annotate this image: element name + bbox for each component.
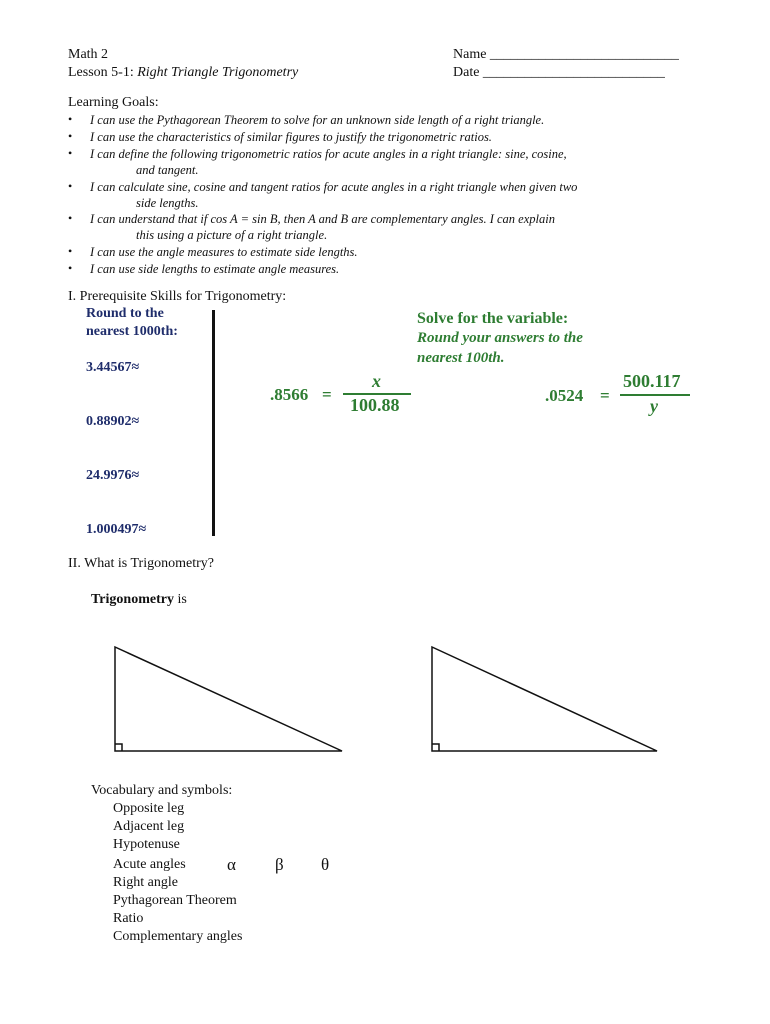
vocab-item: Hypotenuse: [113, 837, 180, 852]
goal-text: I can calculate sine, cosine and tangent ratios for acute angles in a right triangle when given two: [90, 180, 578, 194]
vocab-item: Complementary angles: [113, 929, 243, 944]
vocab-item: Pythagorean Theorem: [113, 893, 237, 908]
goal-text: I can use side lengths to estimate angle measures.: [90, 262, 340, 276]
goal-text-continued: this using a picture of a right triangle.: [136, 228, 328, 242]
equation-2-denominator: y: [650, 396, 658, 416]
bullet-icon: •: [68, 211, 73, 225]
theta-symbol: θ: [321, 855, 330, 874]
vocab-item: Acute angles: [113, 857, 186, 872]
section-1-heading: I. Prerequisite Skills for Trigonometry:: [68, 289, 287, 304]
vocab-item: Right angle: [113, 875, 178, 890]
equation-2-equals: =: [600, 386, 610, 405]
vocab-item: Adjacent leg: [113, 819, 185, 834]
lesson-prefix: Lesson 5-1:: [68, 65, 138, 80]
lesson-title: [68, 65, 298, 81]
section-2-heading: II. What is Trigonometry?: [68, 556, 214, 571]
date-field[interactable]: Date __________________________: [453, 65, 665, 80]
name-field[interactable]: Name ___________________________: [453, 47, 679, 62]
equation-1-denominator: 100.88: [350, 395, 400, 415]
bullet-icon: •: [68, 179, 73, 193]
bullet-icon: •: [68, 244, 73, 258]
right-angle-marker: [432, 744, 439, 751]
equation-1-numerator: x: [372, 371, 381, 391]
trigonometry-definition: [91, 592, 187, 608]
trigonometry-term: Trigonometry: [91, 592, 174, 607]
goal-text: I can use the angle measures to estimate side lengths.: [90, 245, 358, 259]
bullet-icon: •: [68, 112, 73, 126]
vocab-heading: Vocabulary and symbols:: [91, 783, 233, 798]
right-triangle-right: [427, 640, 667, 760]
triangle-outline: [115, 647, 342, 751]
round-item: 1.000497≈: [86, 522, 147, 537]
goal-text-continued: and tangent.: [136, 163, 199, 177]
solve-subtitle-2: nearest 100th.: [417, 350, 505, 366]
goal-text: I can use the characteristics of similar figures to justify the trigonometric ratios.: [90, 130, 492, 144]
solve-subtitle-1: Round your answers to the: [417, 330, 583, 346]
triangle-outline: [432, 647, 657, 751]
right-triangle-left: [110, 640, 350, 760]
vertical-divider: [212, 310, 215, 536]
learning-goals-heading: Learning Goals:: [68, 95, 159, 110]
round-item: 24.9976≈: [86, 468, 140, 483]
equation-1-equals: =: [322, 385, 332, 404]
bullet-icon: •: [68, 129, 73, 143]
vocab-item: Opposite leg: [113, 801, 185, 816]
goal-text: I can use the Pythagorean Theorem to solve for an unknown side length of a right triangle.: [90, 113, 545, 127]
goal-text: I can define the following trigonometric ratios for acute angles in a right triangle: sine, cosine,: [90, 147, 567, 161]
bullet-icon: •: [68, 261, 73, 275]
alpha-symbol: α: [227, 855, 236, 874]
lesson-topic: Right Triangle Trigonometry: [137, 65, 299, 80]
solve-title: Solve for the variable:: [417, 310, 569, 327]
trigonometry-is: is: [173, 592, 187, 607]
bullet-icon: •: [68, 146, 73, 160]
equation-1-lhs: .8566: [270, 385, 309, 404]
round-item: 3.44567≈: [86, 360, 140, 375]
vocab-item: Ratio: [113, 911, 144, 926]
round-title-line-1: Round to the: [86, 306, 164, 321]
equation-2-numerator: 500.117: [623, 371, 681, 391]
equation-2-lhs: .0524: [545, 386, 584, 405]
right-angle-marker: [115, 744, 122, 751]
goal-text-continued: side lengths.: [136, 196, 199, 210]
beta-symbol: β: [275, 855, 284, 874]
round-item: 0.88902≈: [86, 414, 140, 429]
round-title-line-2: nearest 1000th:: [86, 324, 178, 339]
course-name: Math 2: [68, 47, 109, 62]
goal-text: I can understand that if cos A = sin B, then A and B are complementary angles. I can explain: [90, 212, 555, 226]
